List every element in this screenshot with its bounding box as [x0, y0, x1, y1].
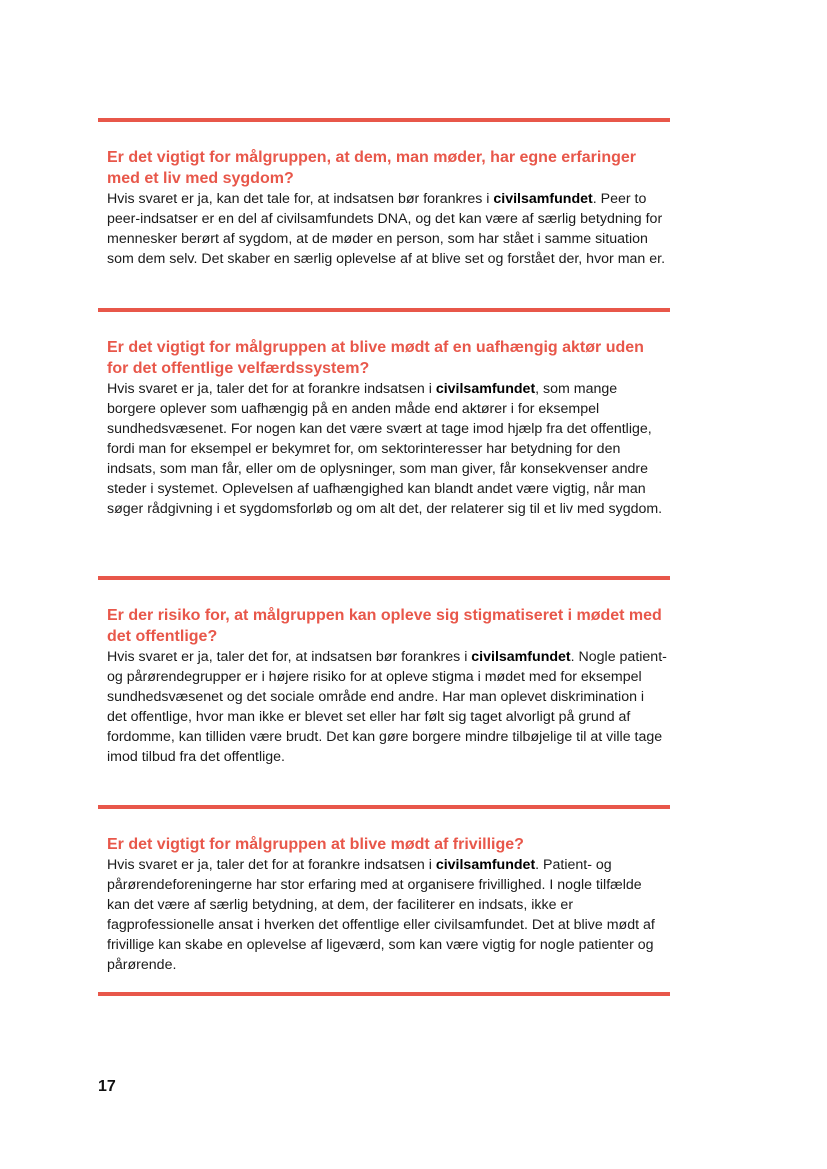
section-volunteers [107, 834, 667, 975]
section-divider [98, 576, 670, 580]
section-divider [98, 992, 670, 996]
page-number: 17 [98, 1078, 116, 1095]
section-peer-experience [107, 147, 667, 269]
section-divider [98, 805, 670, 809]
emphasis-term: civilsamfundet [493, 191, 593, 207]
section-divider [98, 118, 670, 122]
emphasis-term: civilsamfundet [435, 857, 536, 873]
section-body: Hvis svaret er ja, taler det for at forankre indsatsen i civilsamfundet, som mange borgere oplever som uafhængig på en anden måde end aktører i for eksempel sundhedsvæsenet. For nogen kan det være svært at tage imod hjælp fra det offentlige, fordi man for eksempel er bekymret for, om sektorinteresser har betydning for den indsats, som man får, eller om de oplysninger, som man giver, får konsekvenser andre steder i systemet. Oplevelsen af uafhængighed kan blandt andet være vigtig, når man søger rådgivning i et sygdomsforløb og om alt det, der relaterer sig til et liv med sygdom. [107, 381, 663, 517]
emphasis-term: civilsamfundet [471, 649, 571, 665]
section-body: Hvis svaret er ja, taler det for, at indsatsen bør forankres i civilsamfundet. Nogle patient- og pårørendegrupper er i højere risiko for at opleve stigma i mødet med for eksempel sundhedsvæsenet og det sociale område end andre. Har man oplevet diskrimination i det offentlige, hvor man ikke er blevet set eller har følt sig taget alvorligt på grund af fordomme, kan tilliden være brudt. Det kan gøre borgere mindre tilbøjelige til at ville tage imod tilbud fra det offentlige. [107, 649, 667, 765]
emphasis-term: civilsamfundet [435, 381, 536, 397]
section-heading: Er det vigtigt for målgruppen at blive mødt af frivillige? [107, 836, 524, 853]
section-independent-actor [107, 337, 667, 519]
section-stigma-risk [107, 605, 667, 767]
section-heading: Er det vigtigt for målgruppen, at dem, man møder, har egne erfaringer med et liv med sygdom? [107, 149, 636, 187]
section-divider [98, 308, 670, 312]
section-heading: Er der risiko for, at målgruppen kan opleve sig stigmatiseret i mødet med det offentlige? [107, 607, 662, 645]
section-body: Hvis svaret er ja, taler det for at forankre indsatsen i civilsamfundet. Patient- og pårørendeforeningerne har stor erfaring med at organisere frivillighed. I nogle tilfælde kan det være af særlig betydning, at dem, der faciliterer en indsats, ikke er fagprofessionelle ansat i hverken det offentlige eller civilsamfundet. Det at blive mødt af frivillige kan skabe en oplevelse af ligeværd, som kan være vigtig for nogle patienter og pårørende. [107, 857, 655, 973]
section-heading: Er det vigtigt for målgruppen at blive mødt af en uafhængig aktør uden for det offentlige velfærdssystem? [107, 339, 644, 377]
section-body: Hvis svaret er ja, kan det tale for, at indsatsen bør forankres i civilsamfundet. Peer to peer-indsatser er en del af civilsamfundets DNA, og det kan være af særlig betydning for mennesker berørt af sygdom, at de møder en person, som har stået i samme situation som dem selv. Det skaber en særlig oplevelse af at blive set og forstået der, hvor man er. [107, 191, 666, 267]
